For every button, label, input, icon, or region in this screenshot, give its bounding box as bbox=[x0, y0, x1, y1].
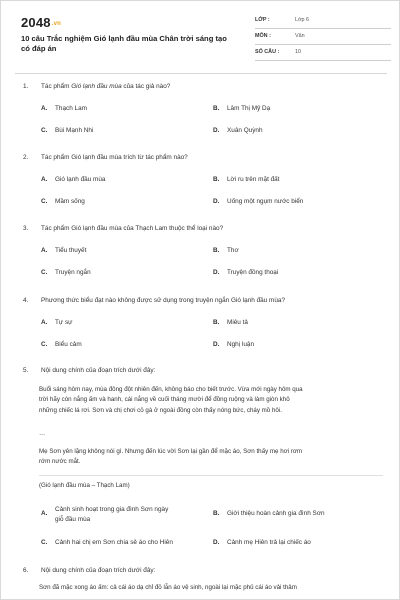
passage-line: những chiếc lá rơi. Sơn và chị chơi cỏ gà ở ngoài đồng còn thấy nóng bức, cháy mồ hôi. bbox=[39, 406, 282, 414]
question-number: 6. bbox=[23, 567, 29, 574]
option-text: Cảnh mẹ Hiên trả lại chiếc áo bbox=[227, 539, 311, 546]
question-header bbox=[15, 154, 387, 166]
question-text-part: Tác phẩm bbox=[41, 83, 72, 90]
option-text: Cảnh hai chị em Sơn chia sẻ áo cho Hiên bbox=[55, 539, 173, 546]
option-text: Uống một ngụm nước biển bbox=[227, 198, 304, 205]
option-text: Lâm Thị Mỹ Dạ bbox=[227, 105, 271, 112]
question-number: 2. bbox=[23, 154, 29, 161]
meta-table bbox=[255, 15, 391, 63]
option-text: Nghị luận bbox=[227, 341, 255, 348]
question-text: Tác phẩm Gió lạnh đầu mùa của Thạch Lam thuộc thể loại nào? bbox=[41, 225, 224, 232]
question-header bbox=[15, 567, 387, 579]
logo-suffix: .vn bbox=[51, 20, 62, 27]
option-letter: A. bbox=[41, 247, 48, 254]
option-letter: D. bbox=[213, 269, 220, 276]
question-header bbox=[15, 297, 387, 309]
meta-label: LỚP : bbox=[255, 17, 270, 23]
question-text-italic: Gió lạnh đầu mùa bbox=[71, 83, 122, 90]
option-letter: C. bbox=[41, 341, 48, 348]
option-letter: B. bbox=[213, 510, 220, 517]
option-letter: B. bbox=[213, 176, 220, 183]
option-text: Thạch Lam bbox=[55, 105, 87, 112]
meta-value: 10 bbox=[295, 49, 301, 55]
question-number: 1. bbox=[23, 83, 29, 90]
question-header bbox=[15, 225, 387, 237]
meta-label: MÔN : bbox=[255, 33, 271, 39]
option-text: Gió lạnh đầu mùa bbox=[55, 176, 106, 183]
meta-row-class bbox=[255, 15, 391, 29]
document-header bbox=[11, 13, 391, 65]
option-letter: C. bbox=[41, 539, 48, 546]
option-text: Mầm sống bbox=[55, 198, 85, 205]
option-letter: B. bbox=[213, 105, 220, 112]
question-1 bbox=[15, 83, 387, 134]
option-letter: D. bbox=[213, 127, 220, 134]
option-text: Biểu cảm bbox=[55, 341, 82, 348]
question-text-part: của tác giả nào? bbox=[121, 83, 171, 90]
option-letter: D. bbox=[213, 539, 220, 546]
option-text: Truyện ngắn bbox=[55, 269, 91, 276]
question-text: Nội dung chính của đoạn trích dưới đây: bbox=[41, 567, 156, 574]
passage bbox=[39, 385, 383, 416]
meta-value: Văn bbox=[295, 33, 305, 39]
option-text: Tự sự bbox=[55, 319, 73, 326]
question-text: Phương thức biểu đạt nào không được sử dụng trong truyện ngắn Gió lạnh đầu mùa? bbox=[41, 297, 285, 304]
option-text: Bùi Mạnh Nhi bbox=[55, 127, 94, 134]
passage-line: Sơn đã mặc xong áo ấm: cả cái áo dạ chỉ đỏ lẫn áo vệ sinh, ngoài lại mặc phủ cái áo vải thâm bbox=[39, 584, 297, 591]
passage-line: rớm nước mắt. bbox=[39, 458, 81, 466]
option-letter: C. bbox=[41, 127, 48, 134]
question-text bbox=[41, 83, 170, 90]
option-letter: A. bbox=[41, 510, 48, 517]
site-logo[interactable] bbox=[21, 15, 61, 30]
option-letter: B. bbox=[213, 319, 220, 326]
option-text: Giới thiệu hoàn cảnh gia đình Sơn bbox=[227, 510, 325, 517]
document-title: 10 câu Trắc nghiệm Gió lạnh đầu mùa Chân trời sáng tạo có đáp án bbox=[21, 34, 227, 53]
option-text: Tiểu thuyết bbox=[55, 247, 87, 254]
question-5 bbox=[15, 367, 387, 546]
option-letter: A. bbox=[41, 105, 48, 112]
passage-ellipsis: … bbox=[39, 430, 46, 437]
option-letter: C. bbox=[41, 198, 48, 205]
option-text: Lời ru trên mặt đất bbox=[227, 176, 280, 183]
option-letter: B. bbox=[213, 247, 220, 254]
question-number: 5. bbox=[23, 367, 29, 374]
question-number: 4. bbox=[23, 297, 29, 304]
option-letter: A. bbox=[41, 319, 48, 326]
option-text: Cảnh sinh hoạt trong gia đình Sơn ngày giỗ đầu mùa bbox=[55, 506, 169, 523]
question-6 bbox=[15, 567, 387, 591]
option-letter: D. bbox=[213, 198, 220, 205]
meta-row-subject bbox=[255, 31, 391, 45]
question-2 bbox=[15, 154, 387, 205]
question-3 bbox=[15, 225, 387, 276]
option-letter: D. bbox=[213, 341, 220, 348]
passage-continued bbox=[39, 447, 383, 468]
option-letter: A. bbox=[41, 176, 48, 183]
meta-value: Lớp 6 bbox=[295, 17, 310, 23]
option-text: Miêu tả bbox=[227, 319, 248, 326]
question-text: Tác phẩm Gió lạnh đầu mùa trích từ tác phẩm nào? bbox=[41, 154, 188, 161]
header-divider bbox=[15, 73, 387, 74]
question-text: Nội dung chính của đoạn trích dưới đây: bbox=[41, 367, 156, 374]
question-header bbox=[15, 367, 387, 379]
question-4 bbox=[15, 297, 387, 348]
passage-line: Buổi sáng hôm nay, mùa đông đột nhiên đến, không báo cho biết trước. Vừa mới ngày hôm qua bbox=[39, 386, 303, 393]
option-text: Thơ bbox=[227, 247, 239, 254]
question-header bbox=[15, 83, 387, 95]
logo-text: 2048 bbox=[21, 15, 51, 30]
meta-row-count bbox=[255, 47, 391, 61]
option-letter: C. bbox=[41, 269, 48, 276]
option-text: Xuân Quỳnh bbox=[227, 127, 263, 134]
passage-line: Mẹ Sơn yên lặng không nói gì. Nhưng đến lúc vời Sơn lại gần để mặc áo, Sơn thấy mẹ hơi rơm bbox=[39, 448, 303, 455]
option-text: Truyện đồng thoại bbox=[227, 269, 279, 276]
meta-label: SỐ CÂU : bbox=[255, 49, 280, 55]
passage-line: trời hãy còn nắng ấm và hanh, cái nắng về cuối tháng mười để đồng ruộng và làm giòn khô bbox=[39, 396, 290, 404]
question-number: 3. bbox=[23, 225, 29, 232]
passage bbox=[39, 583, 383, 593]
passage-source: (Gió lạnh đầu mùa – Thạch Lam) bbox=[39, 482, 130, 489]
passage-divider bbox=[39, 475, 383, 476]
